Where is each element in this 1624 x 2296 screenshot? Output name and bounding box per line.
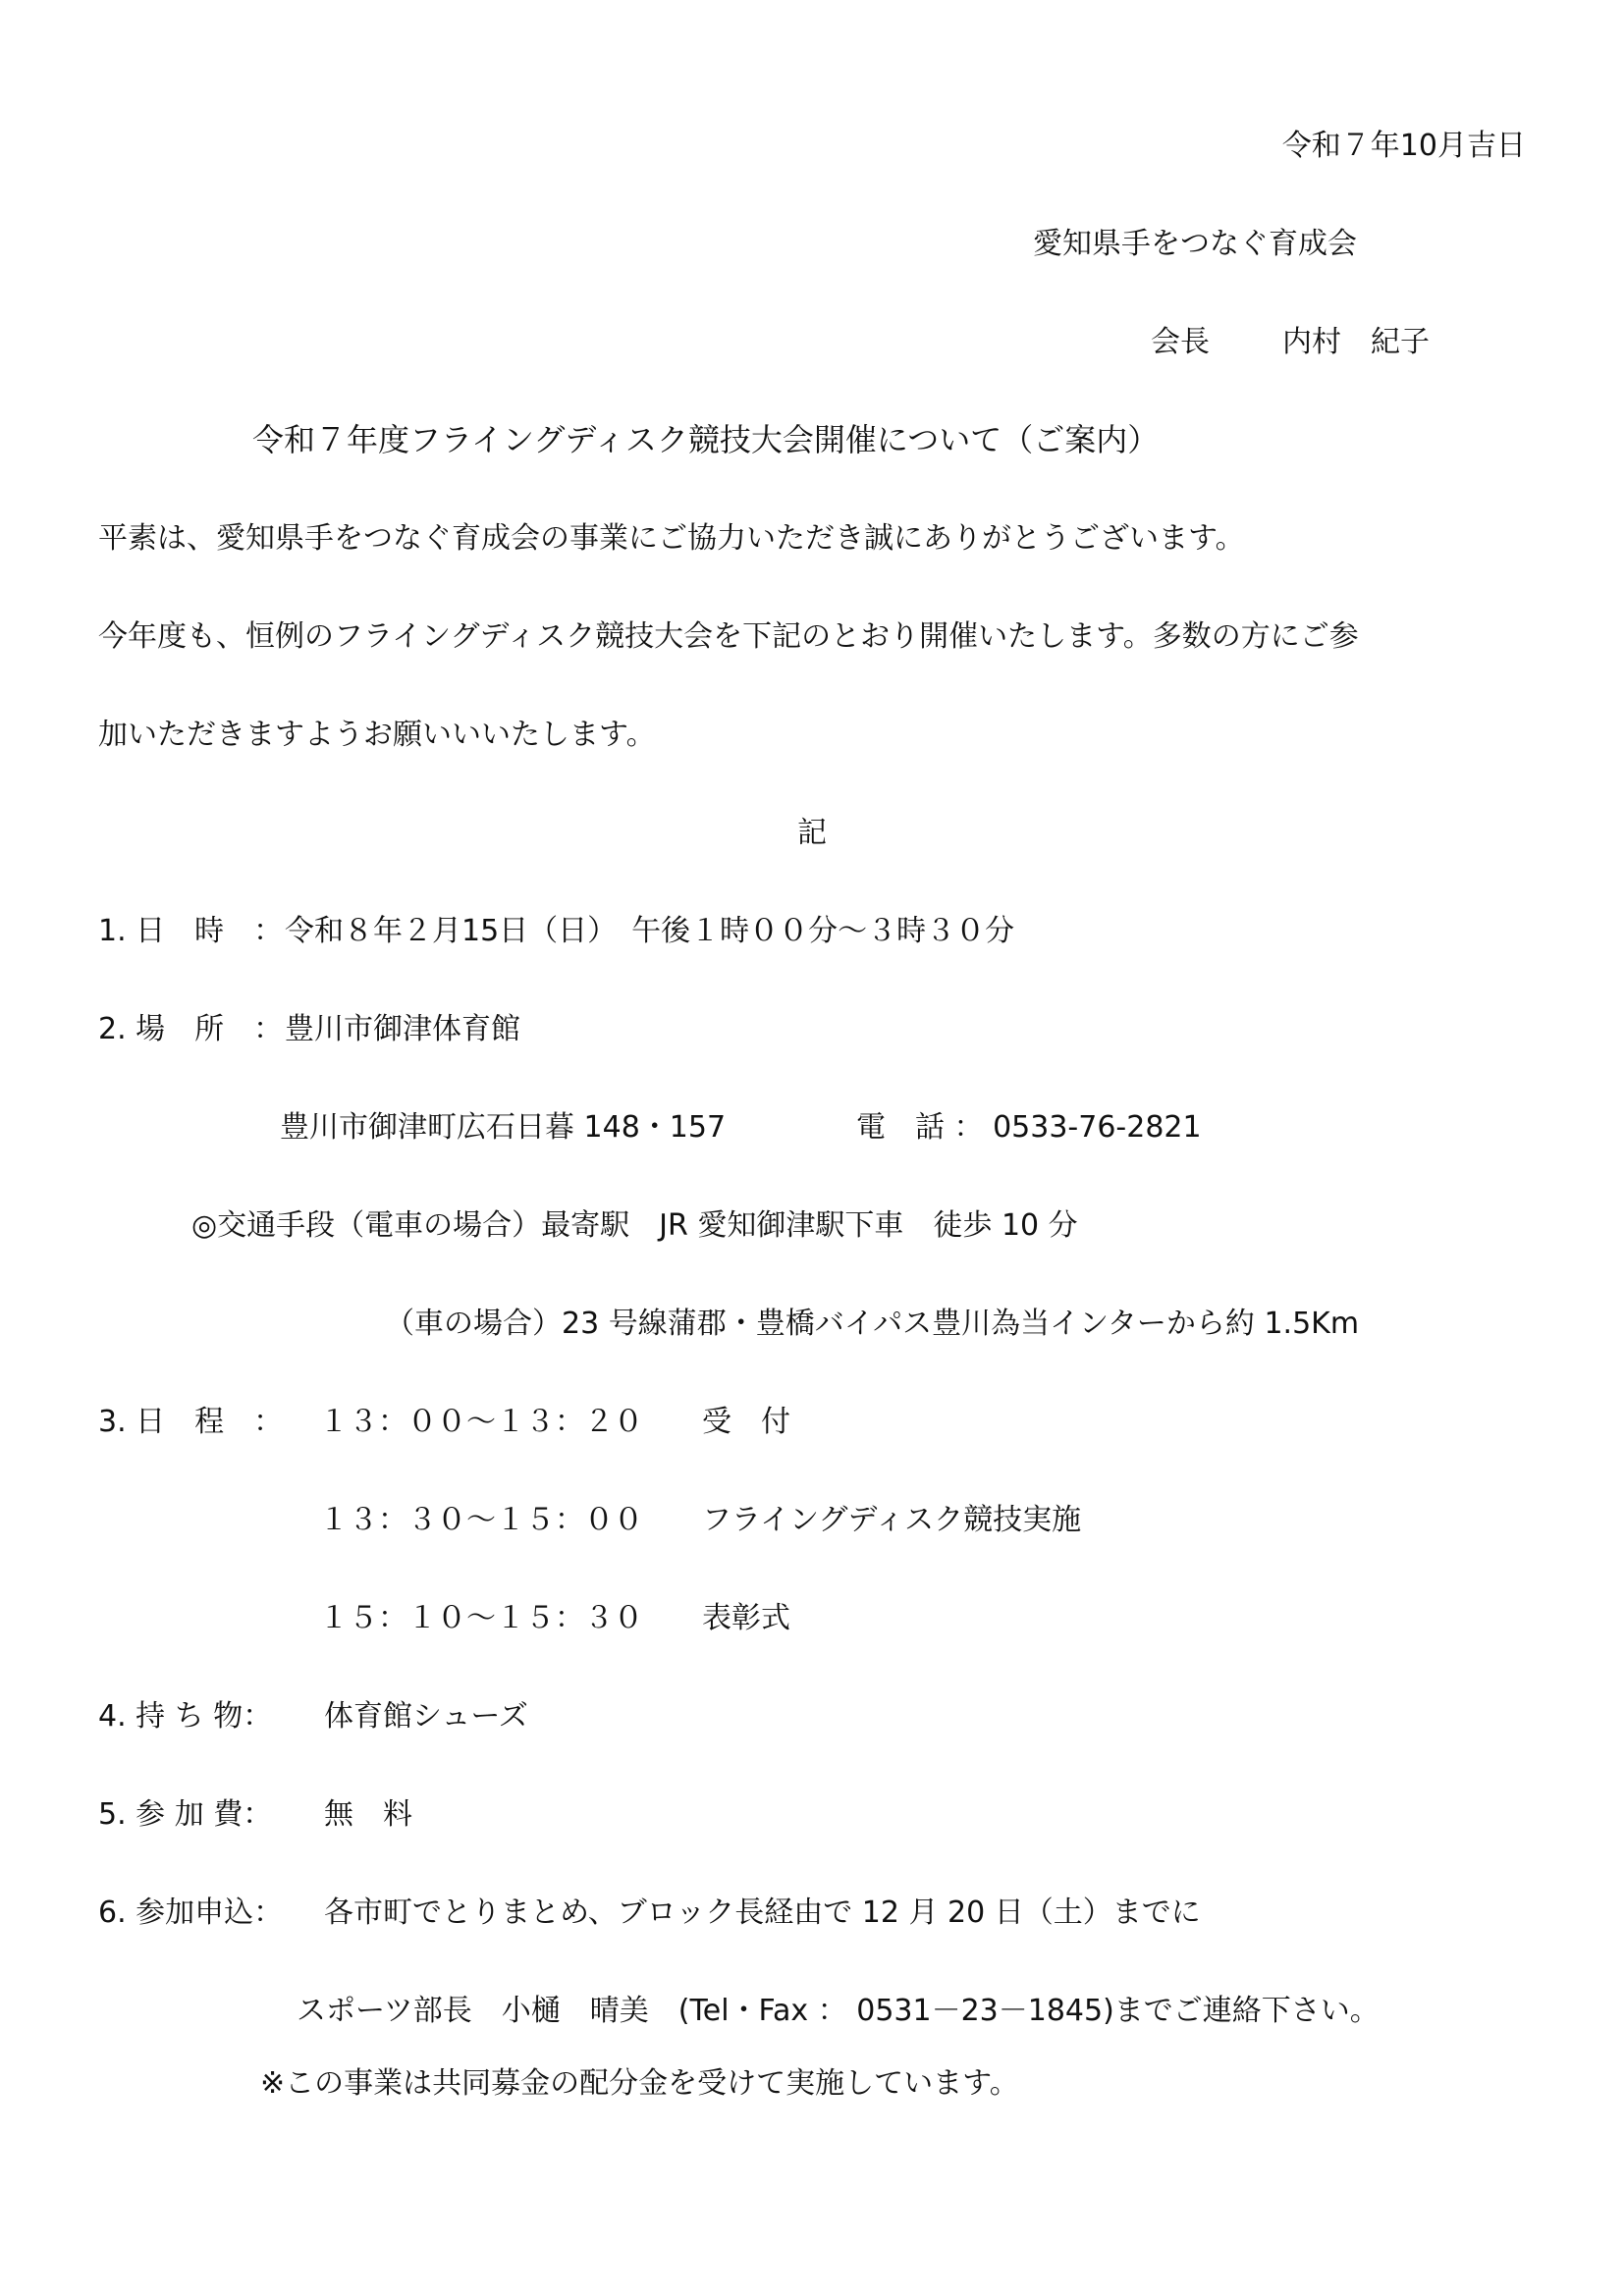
fee-value: 無 料 [324,1797,412,1832]
sender-organization: 愛知県手をつなぐ育成会 [1033,227,1357,261]
place-label: 2. 場 所 ： [98,1012,284,1046]
item-schedule [98,1405,285,1440]
access-by-car: （車の場合）23 号線蒲郡・豊橋バイパス豊川為当インターから約 1.5Km [385,1307,1360,1341]
schedule-time: １３：００～１３：２０ [319,1405,643,1439]
application-label: 6. 参加申込： [98,1896,284,1930]
schedule-row [319,1601,790,1636]
funding-note: ※この事業は共同募金の配分金を受けて実施しています。 [260,2066,1019,2101]
schedule-time: １５：１０～１５：３０ [319,1601,643,1635]
sender-title: 会長 [1151,325,1210,359]
document-heading: 令和７年度フライングディスク競技大会開催について（ご案内） [252,421,1160,458]
schedule-event: 受 付 [702,1405,790,1439]
item-datetime [98,914,1014,949]
fee-label: 5. 参 加 費： [98,1797,273,1832]
item-fee [98,1797,412,1833]
schedule-time: １３：３０～１５：００ [319,1503,643,1537]
application-value: 各市町でとりまとめ、ブロック長経由で 12 月 20 日（土）までに [324,1896,1201,1930]
body-paragraph-2-line-1: 今年度も、恒例のフライングディスク競技大会を下記のとおり開催いたします。多数の方にご参 [98,619,1359,654]
datetime-value: 令和８年２月15日（日） 午後１時００分～３時３０分 [285,914,1015,948]
body-paragraph-1: 平素は、愛知県手をつなぐ育成会の事業にご協力いただき誠にありがとうございます。 [98,521,1245,556]
place-phone: 電 話 ： 0533-76-2821 [856,1110,1202,1145]
body-paragraph-2-line-2: 加いただきますようお願いいいたします。 [98,718,656,752]
item-place [98,1012,520,1047]
belongings-value: 体育館シューズ [324,1699,528,1734]
application-contact: スポーツ部長 小樋 晴美 (Tel・Fax ： 0531－23－1845)までご連絡下さい。 [297,1994,1380,2028]
belongings-label: 4. 持 ち 物： [98,1699,273,1734]
place-value: 豊川市御津体育館 [285,1012,520,1046]
item-belongings [98,1699,528,1735]
place-address: 豊川市御津町広石日暮 148・157 [280,1110,727,1145]
datetime-label: 1. 日 時 ： [98,914,284,948]
ki-heading: 記 [797,816,827,850]
schedule-row [319,1503,1081,1538]
schedule-label: 3. 日 程 ： [98,1405,284,1439]
sender-name: 内村 紀子 [1282,325,1430,359]
schedule-event: 表彰式 [702,1601,790,1635]
issue-date: 令和７年10月吉日 [1281,129,1526,163]
item-application [98,1896,1201,1931]
schedule-row [319,1405,790,1440]
schedule-event: フライングディスク競技実施 [702,1503,1082,1537]
access-by-train: ◎交通手段（電車の場合）最寄駅 JR 愛知御津駅下車 徒歩 10 分 [191,1208,1078,1243]
